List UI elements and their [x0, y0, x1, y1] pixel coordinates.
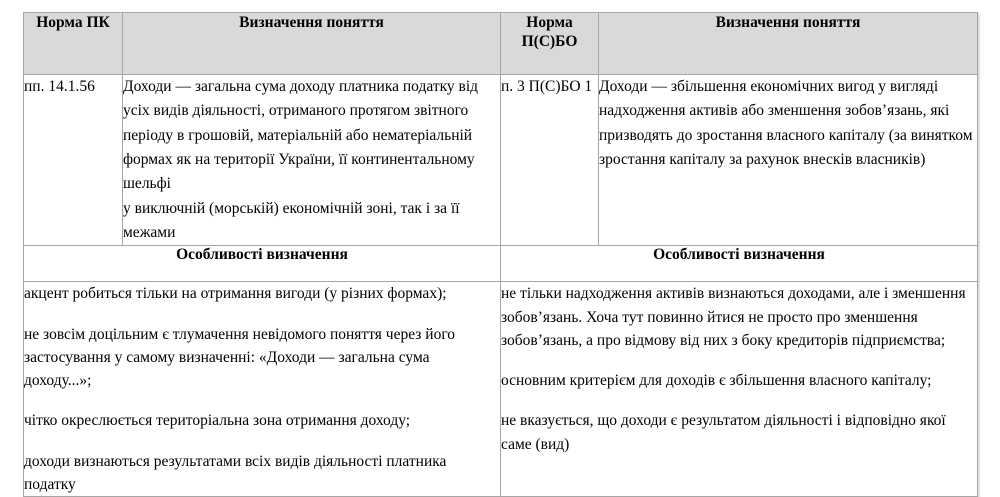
feature-item: чітко окреслюється територіальна зона отримання доходу;: [24, 412, 411, 430]
column-header-norma-pk: Норма ПК: [24, 13, 123, 75]
comparison-table: [23, 12, 978, 497]
column-header-norma-psbo-line2: П(С)БО: [521, 33, 578, 51]
feature-item: акцент робиться тільки на отримання вигоди (у різних формах);: [24, 285, 447, 303]
features-list-left: [24, 282, 500, 496]
feature-item: доходи визнаються результатами всіх видів діяльності платника податку: [24, 452, 447, 493]
features-row: [24, 282, 978, 497]
definition-psbo-paragraph: Доходи — збільшення економічних вигод у вигляді надходження активів або зменшення зобов’язань, які призводять до зростання власного капіталу (за винятком зростання капіталу за рахунок внесків власників): [599, 78, 973, 168]
cell-definition-pk: [123, 75, 501, 246]
column-header-norma-psbo: [501, 13, 599, 75]
feature-item: не тільки надходження активів визнаються доходами, але і зменшення зобов’язань. Хоча тут повинно йтися не просто про зменшення зобов’язань, а про відмову від них з боку кредиторів підприємства;: [501, 285, 966, 349]
table-body: [24, 75, 978, 497]
column-header-definition-psbo: Визначення поняття: [599, 13, 978, 75]
definition-pk-paragraph-1: Доходи — загальна сума доходу платника податку від усіх видів діяльності, отриманого протягом звітного періоду в грошовій, матеріальній або нематеріальній формах як на території України, її континентальному шельфі: [123, 78, 479, 193]
column-header-definition-pk: Визначення поняття: [123, 13, 501, 75]
cell-features-right: [501, 282, 978, 497]
feature-item: основним критерієм для доходів є збільшення власного капіталу;: [501, 372, 932, 390]
cell-norma-psbo-reference: п. 3 П(С)БО 1: [501, 75, 599, 246]
table-header: [24, 13, 978, 75]
cell-norma-pk-reference: пп. 14.1.56: [24, 75, 123, 246]
cell-features-left: [24, 282, 501, 497]
definition-pk-paragraph-2: у виключній (морській) економічній зоні, так і за її межами: [123, 199, 460, 241]
features-list-right: [501, 282, 977, 456]
table-header-row: [24, 13, 978, 75]
column-header-norma-psbo-line1: Норма: [526, 14, 573, 31]
cell-definition-psbo: [599, 75, 978, 246]
feature-item: не зовсім доцільним є тлумачення невідомого поняття через його застосування у самому визначенні: «Доходи — загальна сума доходу...»;: [24, 325, 456, 390]
section-label-right: Особливості визначення: [501, 246, 978, 282]
definition-row: [24, 75, 978, 246]
feature-item: не вказується, що доходи є результатом діяльності і відповідно якої саме (вид): [501, 412, 946, 453]
section-label-left: Особливості визначення: [24, 246, 501, 282]
section-label-row: [24, 246, 978, 282]
